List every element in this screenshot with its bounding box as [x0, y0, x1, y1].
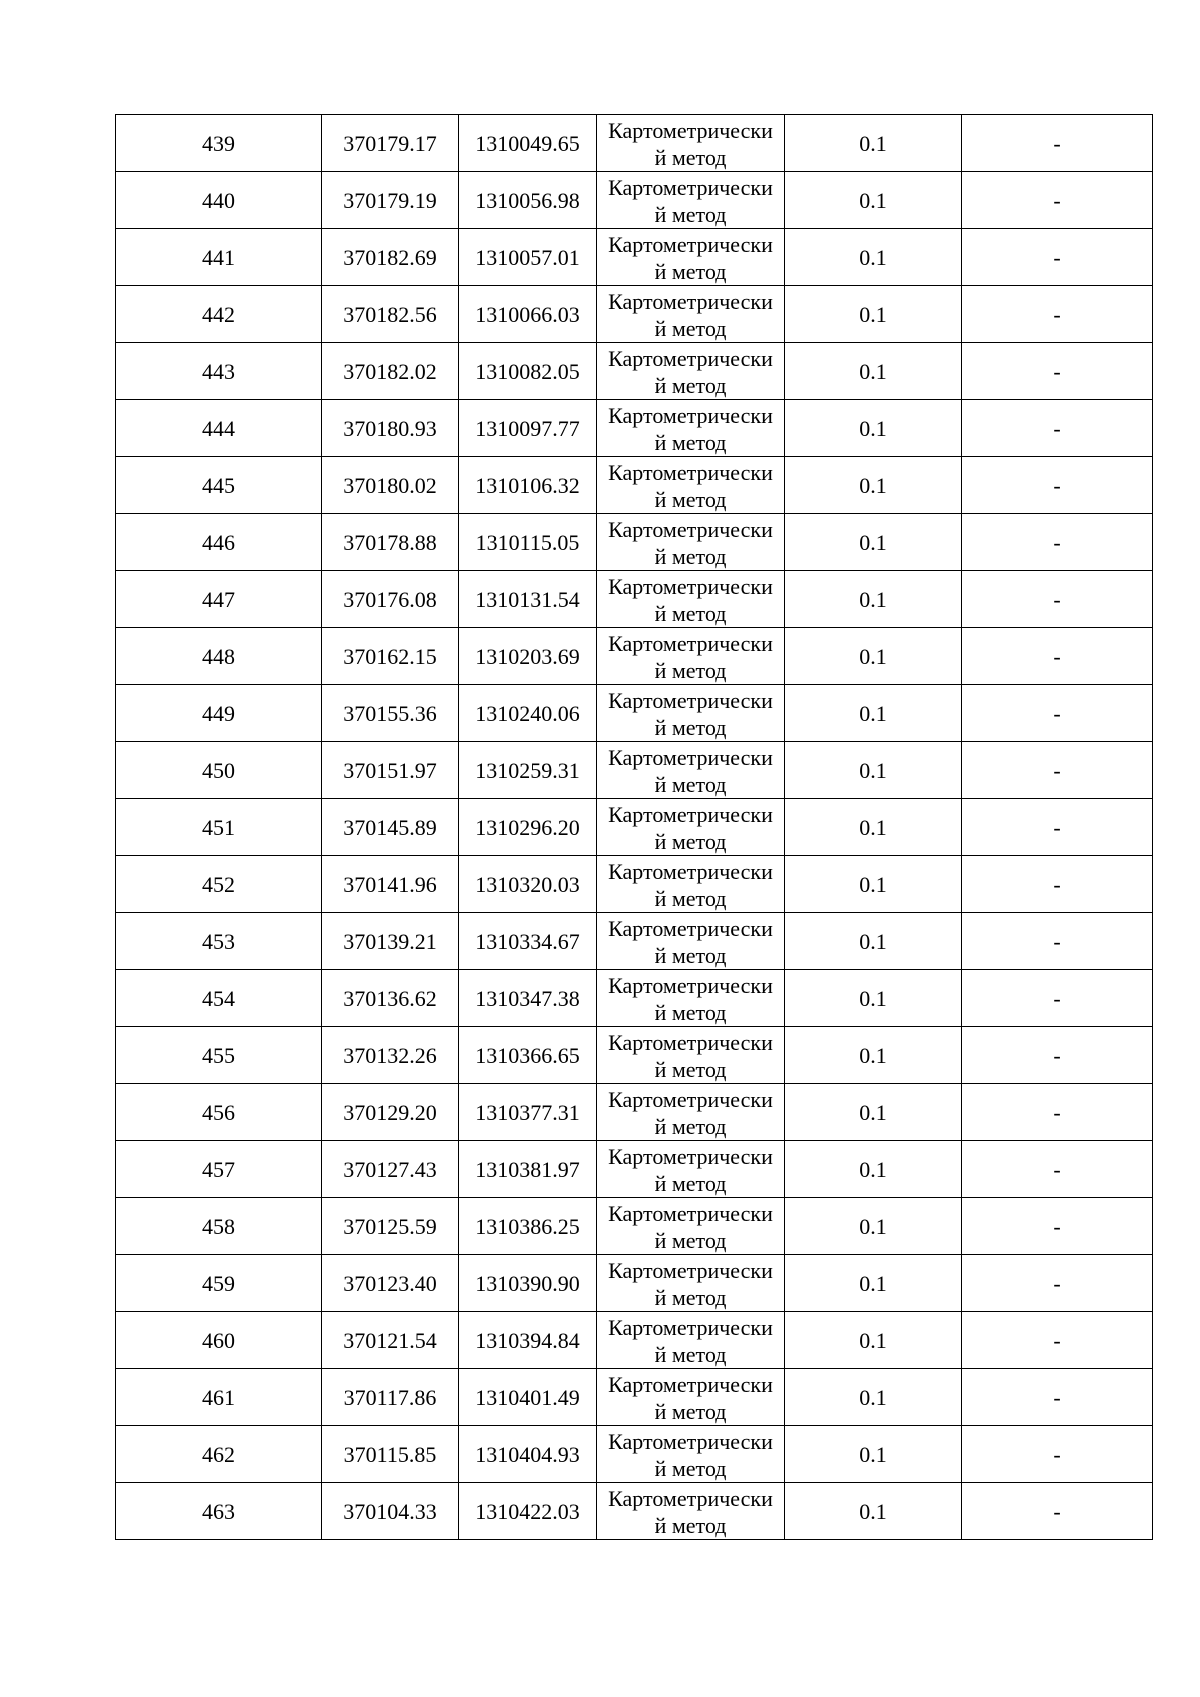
note-cell: - [962, 1426, 1153, 1483]
y-coordinate-cell: 1310366.65 [459, 1027, 597, 1084]
method-line-2: й метод [654, 1228, 727, 1253]
y-coordinate-cell: 1310082.05 [459, 343, 597, 400]
x-coordinate-cell: 370125.59 [322, 1198, 459, 1255]
y-coordinate-cell: 1310347.38 [459, 970, 597, 1027]
x-coordinate-cell: 370180.02 [322, 457, 459, 514]
method-line-1: Картометрически [608, 859, 773, 884]
method-cell [597, 172, 785, 229]
y-coordinate-cell: 1310296.20 [459, 799, 597, 856]
method-line-2: й метод [654, 202, 727, 227]
x-coordinate-cell: 370145.89 [322, 799, 459, 856]
note-cell: - [962, 115, 1153, 172]
accuracy-cell: 0.1 [785, 913, 962, 970]
accuracy-cell: 0.1 [785, 742, 962, 799]
method-cell [597, 571, 785, 628]
table-row [116, 229, 1153, 286]
table-row [116, 1483, 1153, 1540]
table-row [116, 856, 1153, 913]
accuracy-cell: 0.1 [785, 1369, 962, 1426]
coordinates-table-body [116, 115, 1153, 1540]
point-number-cell: 452 [116, 856, 322, 913]
point-number-cell: 458 [116, 1198, 322, 1255]
method-cell [597, 286, 785, 343]
point-number-cell: 451 [116, 799, 322, 856]
note-cell: - [962, 1312, 1153, 1369]
note-cell: - [962, 1255, 1153, 1312]
note-cell: - [962, 229, 1153, 286]
x-coordinate-cell: 370139.21 [322, 913, 459, 970]
method-line-2: й метод [654, 430, 727, 455]
method-line-1: Картометрически [608, 175, 773, 200]
accuracy-cell: 0.1 [785, 400, 962, 457]
x-coordinate-cell: 370180.93 [322, 400, 459, 457]
note-cell: - [962, 1084, 1153, 1141]
accuracy-cell: 0.1 [785, 1255, 962, 1312]
x-coordinate-cell: 370117.86 [322, 1369, 459, 1426]
method-cell [597, 856, 785, 913]
accuracy-cell: 0.1 [785, 1027, 962, 1084]
method-line-1: Картометрически [608, 688, 773, 713]
point-number-cell: 455 [116, 1027, 322, 1084]
method-line-1: Картометрически [608, 973, 773, 998]
method-cell [597, 970, 785, 1027]
note-cell: - [962, 913, 1153, 970]
method-line-1: Картометрически [608, 1315, 773, 1340]
y-coordinate-cell: 1310203.69 [459, 628, 597, 685]
point-number-cell: 450 [116, 742, 322, 799]
accuracy-cell: 0.1 [785, 115, 962, 172]
x-coordinate-cell: 370182.69 [322, 229, 459, 286]
y-coordinate-cell: 1310334.67 [459, 913, 597, 970]
method-cell [597, 628, 785, 685]
method-line-1: Картометрически [608, 631, 773, 656]
x-coordinate-cell: 370129.20 [322, 1084, 459, 1141]
method-cell [597, 1198, 785, 1255]
x-coordinate-cell: 370162.15 [322, 628, 459, 685]
accuracy-cell: 0.1 [785, 856, 962, 913]
x-coordinate-cell: 370151.97 [322, 742, 459, 799]
y-coordinate-cell: 1310404.93 [459, 1426, 597, 1483]
note-cell: - [962, 970, 1153, 1027]
table-row [116, 1369, 1153, 1426]
coordinates-table [115, 114, 1153, 1540]
table-row [116, 343, 1153, 400]
note-cell: - [962, 571, 1153, 628]
table-row [116, 685, 1153, 742]
x-coordinate-cell: 370179.17 [322, 115, 459, 172]
method-line-1: Картометрически [608, 118, 773, 143]
method-line-1: Картометрически [608, 1087, 773, 1112]
y-coordinate-cell: 1310115.05 [459, 514, 597, 571]
table-row [116, 457, 1153, 514]
accuracy-cell: 0.1 [785, 172, 962, 229]
accuracy-cell: 0.1 [785, 457, 962, 514]
method-line-1: Картометрически [608, 1030, 773, 1055]
method-cell [597, 913, 785, 970]
accuracy-cell: 0.1 [785, 343, 962, 400]
table-row [116, 1198, 1153, 1255]
note-cell: - [962, 799, 1153, 856]
point-number-cell: 456 [116, 1084, 322, 1141]
note-cell: - [962, 457, 1153, 514]
method-cell [597, 1084, 785, 1141]
table-row [116, 400, 1153, 457]
table-row [116, 172, 1153, 229]
y-coordinate-cell: 1310240.06 [459, 685, 597, 742]
method-line-2: й метод [654, 1456, 727, 1481]
method-line-2: й метод [654, 544, 727, 569]
method-cell [597, 1255, 785, 1312]
note-cell: - [962, 172, 1153, 229]
method-line-2: й метод [654, 715, 727, 740]
accuracy-cell: 0.1 [785, 1084, 962, 1141]
x-coordinate-cell: 370179.19 [322, 172, 459, 229]
method-line-2: й метод [654, 259, 727, 284]
note-cell: - [962, 1027, 1153, 1084]
table-row [116, 628, 1153, 685]
method-line-2: й метод [654, 829, 727, 854]
y-coordinate-cell: 1310377.31 [459, 1084, 597, 1141]
method-cell [597, 799, 785, 856]
x-coordinate-cell: 370132.26 [322, 1027, 459, 1084]
point-number-cell: 448 [116, 628, 322, 685]
method-line-1: Картометрически [608, 1372, 773, 1397]
accuracy-cell: 0.1 [785, 1426, 962, 1483]
method-line-1: Картометрически [608, 916, 773, 941]
y-coordinate-cell: 1310422.03 [459, 1483, 597, 1540]
x-coordinate-cell: 370136.62 [322, 970, 459, 1027]
method-cell [597, 742, 785, 799]
point-number-cell: 463 [116, 1483, 322, 1540]
point-number-cell: 457 [116, 1141, 322, 1198]
point-number-cell: 449 [116, 685, 322, 742]
method-line-2: й метод [654, 772, 727, 797]
point-number-cell: 442 [116, 286, 322, 343]
point-number-cell: 443 [116, 343, 322, 400]
note-cell: - [962, 514, 1153, 571]
method-cell [597, 685, 785, 742]
table-row [116, 913, 1153, 970]
method-line-2: й метод [654, 1399, 727, 1424]
x-coordinate-cell: 370121.54 [322, 1312, 459, 1369]
note-cell: - [962, 1198, 1153, 1255]
point-number-cell: 439 [116, 115, 322, 172]
y-coordinate-cell: 1310131.54 [459, 571, 597, 628]
method-line-1: Картометрически [608, 802, 773, 827]
method-line-1: Картометрически [608, 346, 773, 371]
y-coordinate-cell: 1310394.84 [459, 1312, 597, 1369]
point-number-cell: 445 [116, 457, 322, 514]
method-cell [597, 514, 785, 571]
accuracy-cell: 0.1 [785, 1141, 962, 1198]
note-cell: - [962, 685, 1153, 742]
table-row [116, 1312, 1153, 1369]
method-line-2: й метод [654, 1285, 727, 1310]
point-number-cell: 462 [116, 1426, 322, 1483]
method-line-1: Картометрически [608, 460, 773, 485]
method-line-1: Картометрически [608, 1429, 773, 1454]
y-coordinate-cell: 1310386.25 [459, 1198, 597, 1255]
note-cell: - [962, 1483, 1153, 1540]
method-cell [597, 1426, 785, 1483]
method-cell [597, 400, 785, 457]
y-coordinate-cell: 1310401.49 [459, 1369, 597, 1426]
accuracy-cell: 0.1 [785, 571, 962, 628]
y-coordinate-cell: 1310381.97 [459, 1141, 597, 1198]
table-row [116, 286, 1153, 343]
point-number-cell: 446 [116, 514, 322, 571]
method-line-2: й метод [654, 145, 727, 170]
method-line-2: й метод [654, 487, 727, 512]
table-row [116, 1084, 1153, 1141]
x-coordinate-cell: 370127.43 [322, 1141, 459, 1198]
accuracy-cell: 0.1 [785, 1198, 962, 1255]
method-cell [597, 229, 785, 286]
y-coordinate-cell: 1310390.90 [459, 1255, 597, 1312]
table-row [116, 115, 1153, 172]
note-cell: - [962, 400, 1153, 457]
method-cell [597, 1483, 785, 1540]
method-line-2: й метод [654, 601, 727, 626]
point-number-cell: 441 [116, 229, 322, 286]
note-cell: - [962, 1141, 1153, 1198]
method-line-1: Картометрически [608, 289, 773, 314]
method-line-2: й метод [654, 886, 727, 911]
point-number-cell: 460 [116, 1312, 322, 1369]
method-line-2: й метод [654, 1342, 727, 1367]
method-cell [597, 1312, 785, 1369]
method-line-1: Картометрически [608, 745, 773, 770]
point-number-cell: 444 [116, 400, 322, 457]
method-line-2: й метод [654, 1000, 727, 1025]
method-cell [597, 343, 785, 400]
accuracy-cell: 0.1 [785, 685, 962, 742]
table-row [116, 799, 1153, 856]
method-line-1: Картометрически [608, 1144, 773, 1169]
method-line-2: й метод [654, 658, 727, 683]
x-coordinate-cell: 370115.85 [322, 1426, 459, 1483]
y-coordinate-cell: 1310056.98 [459, 172, 597, 229]
table-row [116, 1426, 1153, 1483]
method-line-2: й метод [654, 373, 727, 398]
y-coordinate-cell: 1310049.65 [459, 115, 597, 172]
x-coordinate-cell: 370176.08 [322, 571, 459, 628]
table-row [116, 742, 1153, 799]
method-cell [597, 457, 785, 514]
note-cell: - [962, 742, 1153, 799]
table-row [116, 1255, 1153, 1312]
method-line-2: й метод [654, 943, 727, 968]
y-coordinate-cell: 1310106.32 [459, 457, 597, 514]
x-coordinate-cell: 370178.88 [322, 514, 459, 571]
accuracy-cell: 0.1 [785, 286, 962, 343]
accuracy-cell: 0.1 [785, 1312, 962, 1369]
method-line-2: й метод [654, 316, 727, 341]
x-coordinate-cell: 370123.40 [322, 1255, 459, 1312]
method-line-1: Картометрически [608, 1258, 773, 1283]
method-line-2: й метод [654, 1057, 727, 1082]
method-line-1: Картометрически [608, 574, 773, 599]
y-coordinate-cell: 1310057.01 [459, 229, 597, 286]
accuracy-cell: 0.1 [785, 628, 962, 685]
note-cell: - [962, 286, 1153, 343]
method-cell [597, 1141, 785, 1198]
x-coordinate-cell: 370182.56 [322, 286, 459, 343]
accuracy-cell: 0.1 [785, 514, 962, 571]
method-cell [597, 115, 785, 172]
point-number-cell: 461 [116, 1369, 322, 1426]
method-line-1: Картометрически [608, 232, 773, 257]
y-coordinate-cell: 1310066.03 [459, 286, 597, 343]
y-coordinate-cell: 1310320.03 [459, 856, 597, 913]
method-line-2: й метод [654, 1513, 727, 1538]
x-coordinate-cell: 370104.33 [322, 1483, 459, 1540]
method-line-1: Картометрически [608, 1486, 773, 1511]
method-cell [597, 1027, 785, 1084]
table-row [116, 1141, 1153, 1198]
accuracy-cell: 0.1 [785, 229, 962, 286]
table-row [116, 970, 1153, 1027]
note-cell: - [962, 856, 1153, 913]
note-cell: - [962, 1369, 1153, 1426]
x-coordinate-cell: 370182.02 [322, 343, 459, 400]
y-coordinate-cell: 1310097.77 [459, 400, 597, 457]
point-number-cell: 453 [116, 913, 322, 970]
table-row [116, 514, 1153, 571]
method-line-2: й метод [654, 1114, 727, 1139]
x-coordinate-cell: 370141.96 [322, 856, 459, 913]
x-coordinate-cell: 370155.36 [322, 685, 459, 742]
note-cell: - [962, 343, 1153, 400]
point-number-cell: 440 [116, 172, 322, 229]
note-cell: - [962, 628, 1153, 685]
method-line-1: Картометрически [608, 517, 773, 542]
method-cell [597, 1369, 785, 1426]
method-line-1: Картометрически [608, 1201, 773, 1226]
accuracy-cell: 0.1 [785, 970, 962, 1027]
y-coordinate-cell: 1310259.31 [459, 742, 597, 799]
point-number-cell: 447 [116, 571, 322, 628]
accuracy-cell: 0.1 [785, 1483, 962, 1540]
table-row [116, 571, 1153, 628]
table-row [116, 1027, 1153, 1084]
point-number-cell: 459 [116, 1255, 322, 1312]
accuracy-cell: 0.1 [785, 799, 962, 856]
method-line-1: Картометрически [608, 403, 773, 428]
method-line-2: й метод [654, 1171, 727, 1196]
point-number-cell: 454 [116, 970, 322, 1027]
